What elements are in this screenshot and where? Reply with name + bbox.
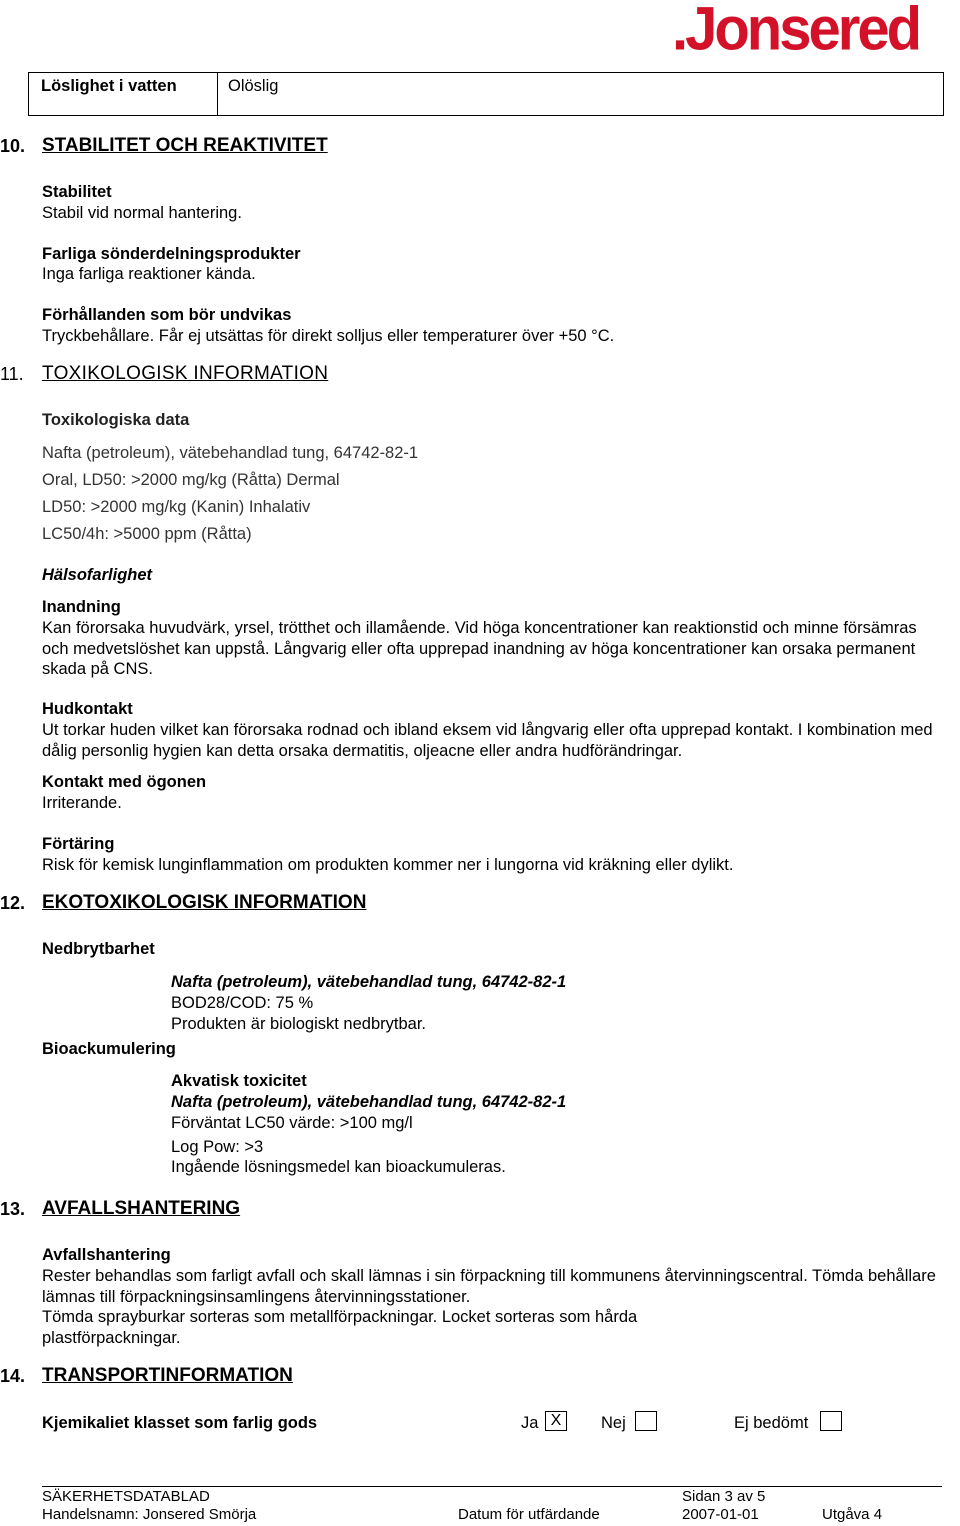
solubility-table [28, 72, 944, 116]
section-10-number: 10. [0, 136, 26, 156]
footer-date: 2007-01-01 [682, 1506, 759, 1523]
bod-value: BOD28/COD: 75 % [171, 994, 314, 1012]
footer-trade-name: Handelsnamn: Jonsered Smörja [42, 1506, 257, 1523]
inhalation-text: Kan förorsaka huvudvärk, yrsel, trötthet och illamående. Vid höga koncentrationer kan reaktionstid och minne försämras och medvetslöshet kan uppstå. Långvarig eller ofta upprepad inandning av höga koncentrationer kan orsaka permanent skada på CNS. [42, 619, 917, 678]
skin-contact-text: Ut torkar huden vilket kan förorsaka rodnad och ibland eksem vid långvarig eller ofta upprepad kontakt. I kombination med dålig personlig hygien kan detta orsaka dermatitis, oljeacne eller andra hudförändringar. [42, 721, 933, 760]
tox-line: Nafta (petroleum), vätebehandlad tung, 64742-82-1 [42, 444, 419, 462]
stability-text: Stabil vid normal hantering. [42, 204, 242, 222]
solubility-label: Löslighet i vatten [41, 77, 177, 95]
log-pow-value: Log Pow: >3 [171, 1138, 264, 1156]
section-11-title: TOXIKOLOGISK INFORMATION [42, 363, 329, 384]
waste-text: Rester behandlas som farligt avfall och skall lämnas i sin förpackning till kommunens återvinningscentral. Tömda behållare lämnas till förpackningsinsamlingens återvinningsstationer. [42, 1267, 936, 1306]
avoid-heading: Förhållanden som bör undvikas [42, 306, 292, 324]
degradability-substance: Nafta (petroleum), vätebehandlad tung, 64742-82-1 [171, 973, 567, 991]
decomposition-heading: Farliga sönderdelningsprodukter [42, 245, 301, 263]
tox-data-heading: Toxikologiska data [42, 411, 190, 429]
waste-text-spray: Tömda sprayburkar sorteras som metallförpackningar. Locket sorteras som hårda plastförpackningar. [42, 1308, 638, 1347]
skin-contact-heading: Hudkontakt [42, 700, 133, 718]
footer-edition: Utgåva 4 [822, 1506, 883, 1523]
footer-rule [42, 1486, 942, 1487]
section-14-title: TRANSPORTINFORMATION [42, 1365, 293, 1386]
degradability-text: Produkten är biologiskt nedbrytbar. [171, 1015, 426, 1033]
not-assessed-label: Ej bedömt [734, 1414, 809, 1432]
dangerous-goods-label: Kjemikaliet klasset som farlig gods [42, 1414, 318, 1432]
aquatic-toxicity-heading: Akvatisk toxicitet [171, 1072, 307, 1090]
eye-contact-text: Irriterande. [42, 794, 122, 812]
tox-line: Oral, LD50: >2000 mg/kg (Råtta) Dermal [42, 471, 340, 489]
no-checkbox[interactable] [635, 1411, 657, 1431]
section-12-number: 12. [0, 893, 26, 913]
footer-doc-type: SÄKERHETSDATABLAD [42, 1488, 210, 1505]
health-hazard-heading: Hälsofarlighet [42, 566, 153, 584]
not-assessed-checkbox[interactable] [820, 1411, 842, 1431]
ingestion-heading: Förtäring [42, 835, 115, 853]
footer-date-label: Datum för utfärdande [458, 1506, 600, 1523]
bioaccumulation-text: Ingående lösningsmedel kan bioackumuleras. [171, 1158, 506, 1176]
yes-label: Ja [521, 1414, 539, 1432]
section-11-number: 11. [0, 364, 24, 384]
section-14-number: 14. [0, 1366, 26, 1386]
decomposition-text: Inga farliga reaktioner kända. [42, 265, 256, 283]
section-13-number: 13. [0, 1199, 26, 1219]
tox-line: LD50: >2000 mg/kg (Kanin) Inhalativ [42, 498, 311, 516]
yes-checkbox[interactable]: X [545, 1411, 567, 1431]
bioaccumulation-heading: Bioackumulering [42, 1040, 176, 1058]
section-12-title: EKOTOXIKOLOGISK INFORMATION [42, 892, 367, 913]
avoid-text: Tryckbehållare. Får ej utsättas för direkt solljus eller temperaturer över +50 °C. [42, 327, 615, 345]
aquatic-substance: Nafta (petroleum), vätebehandlad tung, 64742-82-1 [171, 1093, 567, 1111]
section-13-title: AVFALLSHANTERING [42, 1198, 241, 1219]
section-10-title: STABILITET OCH REAKTIVITET [42, 135, 328, 156]
tox-line: LC50/4h: >5000 ppm (Råtta) [42, 525, 252, 543]
waste-heading: Avfallshantering [42, 1246, 171, 1264]
footer-page-number: Sidan 3 av 5 [682, 1488, 766, 1505]
solubility-value: Olöslig [228, 77, 279, 95]
jonsered-logo: .Jonsered [672, 0, 919, 63]
ingestion-text: Risk för kemisk lunginflammation om produkten kommer ner i lungorna vid kräkning eller dylikt. [42, 856, 734, 874]
lc50-value: Förväntat LC50 värde: >100 mg/l [171, 1114, 413, 1132]
eye-contact-heading: Kontakt med ögonen [42, 773, 207, 791]
inhalation-heading: Inandning [42, 598, 121, 616]
degradability-heading: Nedbrytbarhet [42, 940, 155, 958]
no-label: Nej [601, 1414, 626, 1432]
table-divider [217, 73, 218, 115]
stability-heading: Stabilitet [42, 183, 112, 201]
